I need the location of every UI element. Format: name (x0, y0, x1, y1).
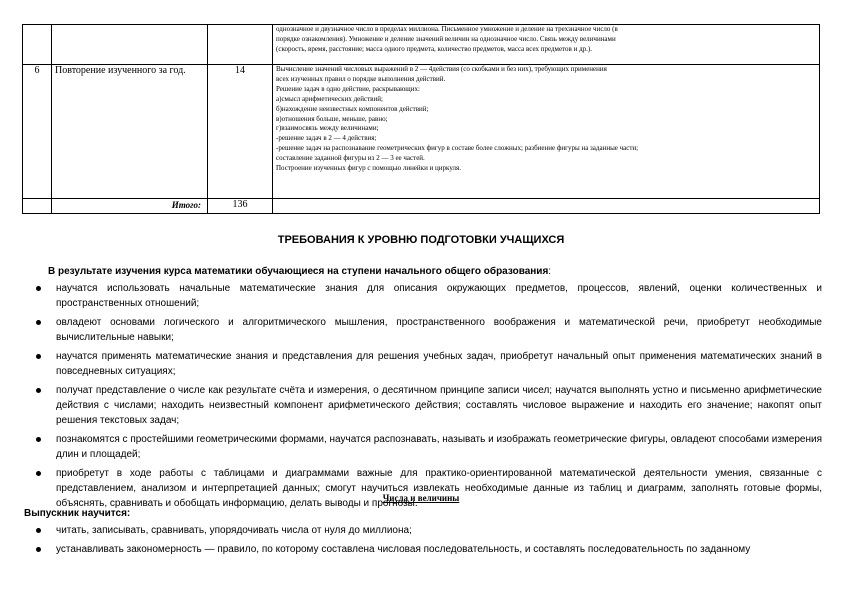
content-line: (скорость, время, расстояние; масса одного предмета, количество предметов, масса всех предметов и др.). (276, 44, 592, 53)
list-item: овладеют основами логического и алгоритмического мышления, пространственного воображения и математической речи, приобретут необходимые вычислительные навыки; (32, 315, 822, 345)
topic-cell: Повторение изученного за год. (52, 65, 208, 199)
content-line: Построение изученных фигур с помощью линейки и циркуля. (276, 164, 462, 173)
row-number-cell (23, 199, 52, 214)
graduate-label: Выпускник научится: (24, 508, 131, 519)
table-row (23, 25, 820, 65)
requirements-list (32, 281, 822, 515)
content-line: порядке ознакомления). Умножение и деление значений величин на однозначное число. Связь между величинами (276, 34, 616, 43)
total-label: Итого: (52, 199, 208, 214)
hours-cell (208, 25, 273, 65)
intro-bold: В результате изучения курса математики обучающиеся на ступени начального общего образования (48, 266, 549, 277)
list-item: научатся использовать начальные математические знания для описания окружающих предметов, процессов, явлений, оценки количественных и пространственных отношений; (32, 281, 822, 311)
content-cell (273, 65, 820, 199)
content-line: составление заданной фигуры из 2 — 3 ее частей. (276, 154, 425, 163)
intro-text (48, 266, 551, 277)
list-item: получат представление о числе как результате счёта и измерения, о десятичном принципе записи чисел; научатся выполнять устно и письменно арифметические действия с числами; находить неизвестный компонент арифметического действия; составлять числовое выражение и находить его значение; накопят опыт решения текстовых задач; (32, 383, 822, 428)
content-line: -решение задач на распознавание геометрических фигур в составе более сложных; разбиение фигуры на заданные части; (276, 144, 639, 153)
hours-cell: 14 (208, 65, 273, 199)
row-number-cell: 6 (23, 65, 52, 199)
content-line: -решение задач в 2 — 4 действия; (276, 134, 377, 143)
content-line: б)нахождение неизвестных компонентов действий; (276, 104, 429, 113)
curriculum-table (22, 24, 820, 214)
content-cell (273, 25, 820, 65)
table-row (23, 65, 820, 199)
topic-cell (52, 25, 208, 65)
content-line: Решение задач в одно действие, раскрывающих: (276, 84, 420, 93)
total-hours: 136 (208, 199, 273, 214)
subsection-heading: Числа и величины (382, 493, 460, 503)
section-heading: ТРЕБОВАНИЯ К УРОВНЮ ПОДГОТОВКИ УЧАЩИХСЯ (277, 234, 565, 246)
content-line: Вычисление значений числовых выражений в 2 — 4действия (со скобками и без них), требующих применения (276, 65, 607, 73)
row-number-cell (23, 25, 52, 65)
graduate-list (32, 523, 822, 561)
list-item: научатся применять математические знания и представления для решения учебных задач, приобретут начальный опыт применения математических знаний в повседневных ситуациях; (32, 349, 822, 379)
content-cell (273, 199, 820, 214)
list-item: приобретут в ходе работы с таблицами и диаграммами важные для практико-ориентированной математической деятельности умения, связанные с представлением, анализом и интерпретацией данных; смогут научиться извлекать необходимые данные из таблиц и диаграмм, заполнять готовые формы, объяснять, сравнивать и обобщать информацию, делать выводы и прогнозы. (32, 466, 822, 511)
content-line: г)взаимосвязь между величинами; (276, 124, 379, 133)
content-line: в)отношения больше, меньше, равно; (276, 114, 388, 123)
content-line: всех изученных правил о порядке выполнения действий. (276, 74, 446, 83)
intro-suffix: : (548, 266, 552, 277)
list-item: устанавливать закономерность — правило, по которому составлена числовая последовательность, и составлять последовательность по заданному (32, 542, 822, 557)
content-line: однозначное и двузначное число в пределах миллиона. Письменное умножение и деление на трехзначное число (в (276, 25, 618, 33)
list-item: читать, записывать, сравнивать, упорядочивать числа от нуля до миллиона; (32, 523, 822, 538)
content-line: а)смысл арифметических действий; (276, 94, 383, 103)
list-item: познакомятся с простейшими геометрическими формами, научатся распознавать, называть и изображать геометрические фигуры, овладеют способами измерения длин и площадей; (32, 432, 822, 462)
table-row (23, 199, 820, 214)
